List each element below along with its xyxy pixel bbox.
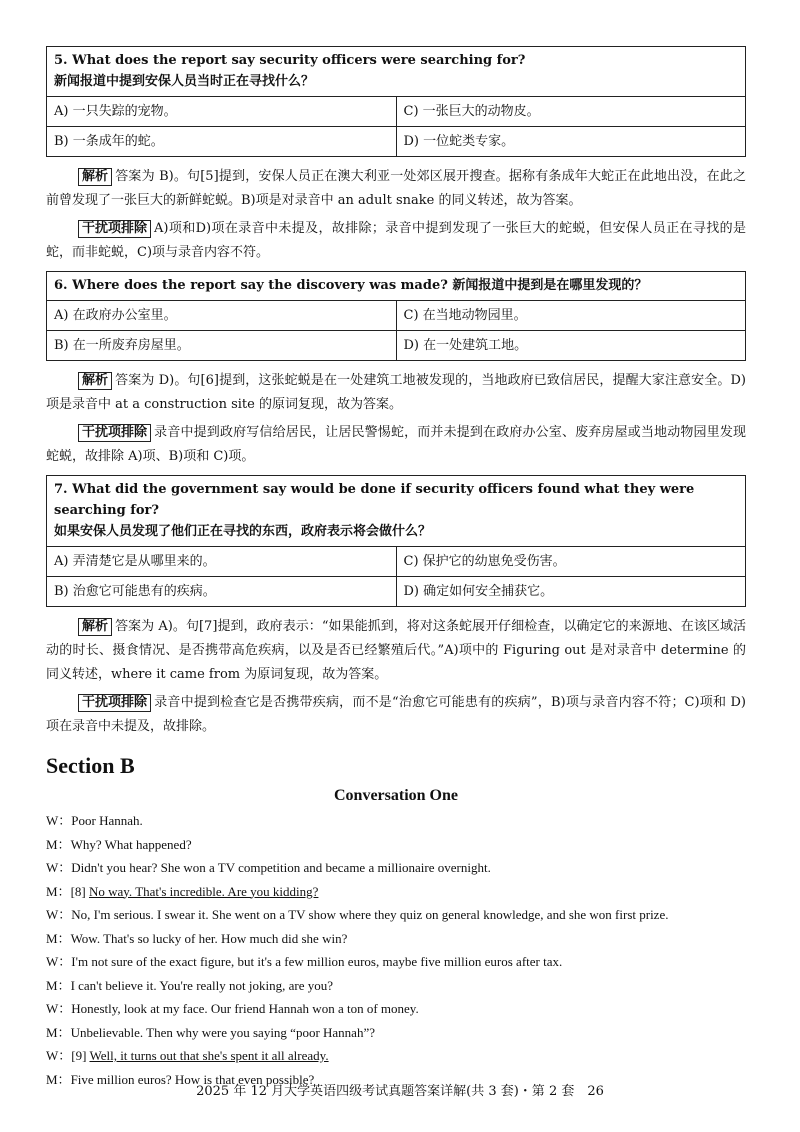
line-text: Five million euros? How is that even possible? [70, 1071, 315, 1087]
option-a: A) 弄清楚它是从哪里来的。 [47, 547, 397, 577]
section-title: Section B [46, 753, 135, 778]
option-a: A) 在政府办公室里。 [47, 301, 397, 331]
analysis-text: 答案为 A)。句[7]提到，政府表示：“如果能抓到，将对这条蛇展开仔细检查，以确定它的来源地、在该区域活动的时长、摄食情况、是否携带高危疾病，以及是否已经繁殖后代。”A)项中的 Figuring out 是对录音中 determine 的同义转述，where it came from 为原词复现，故为答案。 [46, 619, 746, 682]
option-a: A) 一只失踪的宠物。 [47, 97, 397, 127]
distractor-tag: 干扰项排除 [78, 424, 151, 442]
option-d: D) 一位蛇类专家。 [396, 127, 746, 157]
option-b: B) 一条成年的蛇。 [47, 127, 397, 157]
speaker: M： [46, 1024, 71, 1040]
analysis-text: 答案为 B)。句[5]提到，安保人员正在澳大利亚一处郊区展开搜查。据称有条成年大蛇正在此地出没，在此之前曾发现了一张巨大的新鲜蛇蜕。B)项是对录音中 an adult snake 的同义转述，故为答案。 [46, 169, 746, 208]
line-text: Didn't you hear? She won a TV competition and became a millionaire overnight. [71, 860, 491, 875]
page-content [46, 46, 746, 1091]
dialogue-line [46, 974, 746, 998]
question-7-cn: 如果安保人员发现了他们正在寻找的东西，政府表示将会做什么？ [54, 524, 432, 539]
analysis-tag: 解析 [78, 372, 112, 390]
underlined-text: Well, it turns out that she's spent it all already. [89, 1048, 329, 1063]
question-5-en: 5. What does the report say security officers were searching for? [54, 53, 526, 68]
question-6-en: 6. Where does the report say the discovery was made? [54, 278, 448, 293]
option-b: B) 在一所废弃房屋里。 [47, 331, 397, 361]
speaker: M： [46, 930, 71, 946]
question-7-stem [47, 476, 746, 547]
question-5-table [46, 46, 746, 157]
question-6-stem [47, 272, 746, 301]
q7-distractor [46, 691, 746, 739]
underlined-text: No way. That's incredible. Are you kidding? [88, 883, 319, 899]
question-5-cn: 新闻报道中提到安保人员当时正在寻找什么？ [54, 74, 315, 89]
analysis-tag: 解析 [78, 168, 112, 186]
conversation-title: Conversation One [334, 787, 458, 804]
dialogue [46, 809, 746, 1091]
dialogue-line [46, 880, 746, 904]
dialogue-line [46, 950, 746, 974]
speaker: W： [46, 860, 72, 875]
option-c: C) 保护它的幼崽免受伤害。 [396, 547, 746, 577]
dialogue-line [46, 809, 746, 833]
line-text: Honestly, look at my face. Our friend Hannah won a ton of money. [71, 1001, 419, 1016]
option-d: D) 确定如何安全捕获它。 [396, 577, 746, 607]
question-5-stem [47, 47, 746, 97]
question-7-en: 7. What did the government say would be done if security officers found what they were searching for? [54, 482, 695, 518]
option-c: C) 在当地动物园里。 [396, 301, 746, 331]
speaker: M： [46, 1071, 71, 1087]
analysis-tag: 解析 [78, 618, 112, 636]
line-text: I can't believe it. You're really not joking, are you? [70, 977, 334, 993]
distractor-tag: 干扰项排除 [78, 694, 151, 712]
dialogue-line [46, 903, 746, 927]
distractor-text: 录音中提到政府写信给居民，让居民警惕蛇，而并未提到在政府办公室、废弃房屋或当地动物园里发现蛇蜕，故排除 A)项、B)项和 C)项。 [46, 425, 746, 464]
line-text: No, I'm serious. I swear it. She went on a TV show where they quiz on general knowledge, and she won first prize. [71, 907, 669, 922]
distractor-text: A)项和D)项在录音中未提及，故排除；录音中提到发现了一张巨大的蛇蜕，但安保人员正在寻找的是蛇，而非蛇蜕，C)项与录音内容不符。 [46, 221, 746, 260]
line-text: Wow. That's so lucky of her. How much did she win? [70, 930, 348, 946]
line-text: I'm not sure of the exact figure, but it's a few million euros, maybe five million euros after tax. [71, 954, 563, 969]
dialogue-line [46, 833, 746, 857]
q7-analysis [46, 615, 746, 687]
distractor-tag: 干扰项排除 [78, 220, 151, 238]
dialogue-line [46, 1044, 746, 1068]
line-number: [8] [70, 883, 89, 899]
line-text: Why? What happened? [70, 836, 192, 852]
q5-distractor [46, 217, 746, 265]
dialogue-line [46, 856, 746, 880]
q6-analysis [46, 369, 746, 417]
dialogue-line [46, 997, 746, 1021]
question-7-table [46, 475, 746, 607]
question-6-cn: 新闻报道中提到是在哪里发现的？ [452, 278, 648, 293]
dialogue-line [46, 927, 746, 951]
page-footer: 2025 年 12 月大学英语四级考试真题答案详解(共 3 套)・第 2 套 26 [196, 1084, 604, 1099]
speaker: M： [46, 977, 71, 993]
distractor-text: 录音中提到检查它是否携带疾病，而不是“治愈它可能患有的疾病”，B)项与录音内容不符；C)项和 D)项在录音中未提及，故排除。 [46, 695, 746, 734]
speaker: W： [46, 1048, 72, 1063]
line-number: [9] [71, 1048, 90, 1063]
option-b: B) 治愈它可能患有的疾病。 [47, 577, 397, 607]
question-6-table [46, 271, 746, 361]
speaker: M： [46, 836, 71, 852]
speaker: W： [46, 1001, 72, 1016]
line-text: Poor Hannah. [71, 813, 143, 828]
option-d: D) 在一处建筑工地。 [396, 331, 746, 361]
speaker: W： [46, 813, 72, 828]
speaker: W： [46, 954, 72, 969]
line-text: Unbelievable. Then why were you saying “poor Hannah”? [70, 1024, 375, 1040]
q6-distractor [46, 421, 746, 469]
speaker: M： [46, 883, 71, 899]
dialogue-line [46, 1021, 746, 1045]
q5-analysis [46, 165, 746, 213]
speaker: W： [46, 907, 72, 922]
option-c: C) 一张巨大的动物皮。 [396, 97, 746, 127]
analysis-text: 答案为 D)。句[6]提到，这张蛇蜕是在一处建筑工地被发现的，当地政府已致信居民，提醒大家注意安全。D)项是录音中 at a construction site 的原词复现，故为答案。 [46, 373, 746, 412]
